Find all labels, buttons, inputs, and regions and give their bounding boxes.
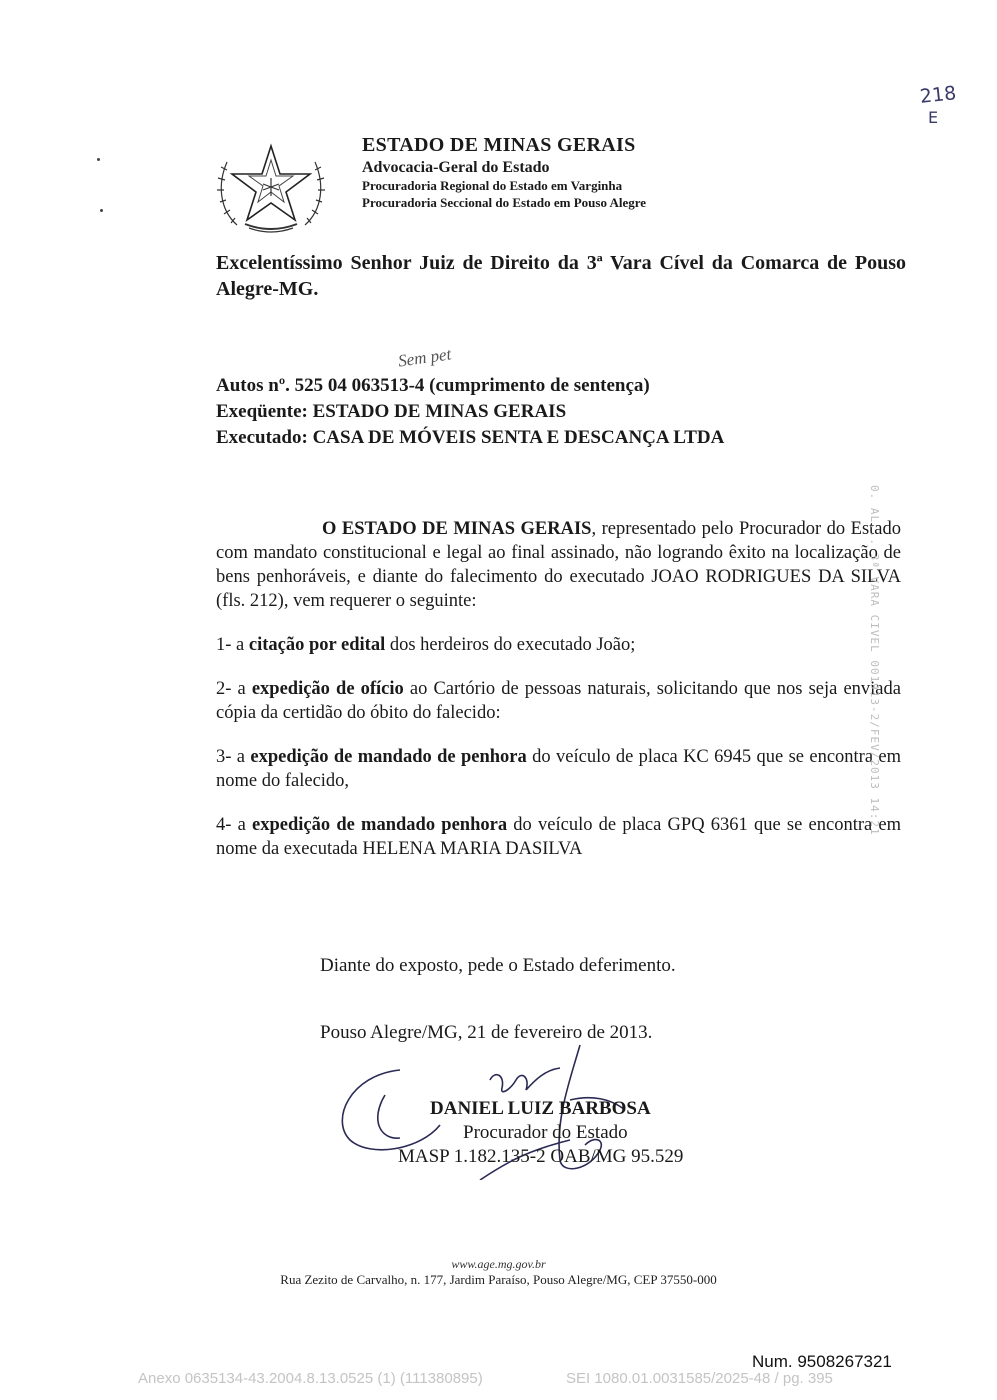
petition-body — [216, 517, 901, 881]
case-info — [216, 373, 724, 451]
handwritten-page-number: 218 — [918, 82, 958, 108]
item1-prefix: 1- a — [216, 635, 249, 655]
item1-text: dos herdeiros do executado João; — [385, 635, 636, 655]
signer-masp: MASP 1.182.135-2 OAB/MG 95.529 — [398, 1146, 684, 1167]
signature-block — [398, 1097, 778, 1169]
item4-text: do veículo de placa GPQ 6361 que se encontra em nome da executada HELENA MARIA DASILVA — [216, 815, 902, 859]
scan-dot — [100, 209, 103, 212]
item3-text: do veículo de placa KC 6945 que se encontra em nome do falecido, — [216, 747, 902, 791]
request-item-1 — [216, 633, 901, 657]
handwritten-note: Sem pet — [396, 344, 453, 371]
item4-prefix: 4- a — [216, 815, 253, 835]
case-executado: Executado: CASA DE MÓVEIS SENTA E DESCANÇA LTDA — [216, 427, 725, 448]
item1-bold: citação por edital — [248, 635, 386, 655]
document-number: Num. 9508267321 — [752, 1352, 892, 1371]
intro-bold: O ESTADO DE MINAS GERAIS — [322, 519, 592, 539]
scan-dot — [97, 158, 100, 161]
header-seccional: Procuradoria Seccional do Estado em Pouso Alegre — [362, 195, 647, 210]
signer-name: DANIEL LUIZ BARBOSA — [430, 1098, 651, 1119]
handwritten-page-number-sub: E — [928, 108, 939, 127]
header-regional: Procuradoria Regional do Estado em Varginha — [362, 178, 623, 193]
footer-address: Rua Zezito de Carvalho, n. 177, Jardim Paraíso, Pouso Alegre/MG, CEP 37550-000 — [280, 1272, 717, 1287]
item2-text: ao Cartório de pessoas naturais, solicitando que nos seja enviada cópia da certidão do óbito do falecido: — [216, 679, 901, 723]
header-agency: Advocacia-Geral do Estado — [362, 159, 550, 176]
item2-bold: expedição de ofício — [251, 679, 404, 699]
letterhead — [362, 134, 646, 211]
annex-reference: Anexo 0635134-43.2004.8.13.0525 (1) (111380895) — [138, 1370, 483, 1387]
request-item-3 — [216, 745, 901, 793]
footer-url: www.age.mg.gov.br — [451, 1257, 546, 1271]
request-item-4 — [216, 813, 901, 861]
intro-text: , representado pelo Procurador do Estado com mandato constitucional e legal ao final assinado, não logrando êxito na localização de bens penhoráveis, e diante do falecimento do executado JOAO RODRIGUES DA SILVA (fls. 212), vem requerer o seguinte: — [216, 519, 901, 611]
item3-prefix: 3- a — [216, 747, 251, 767]
addressee: Excelentíssimo Senhor Juiz de Direito da 3ª Vara Cível da Comarca de Pouso Alegre-MG. — [216, 252, 906, 300]
request-item-2 — [216, 677, 901, 725]
item2-prefix: 2- a — [216, 679, 252, 699]
closing-line: Diante do exposto, pede o Estado deferimento. — [320, 955, 676, 976]
item4-bold: expedição de mandado penhora — [252, 815, 508, 835]
item3-bold: expedição de mandado de penhora — [250, 747, 527, 767]
date-line: Pouso Alegre/MG, 21 de fevereiro de 2013. — [320, 1022, 653, 1043]
sei-reference: SEI 1080.01.0031585/2025-48 / pg. 395 — [566, 1370, 833, 1387]
protocol-stamp: 0. AL... 3ª VARA CIVEL 001913-2/FEV/2013 14:21 — [868, 485, 881, 836]
coat-of-arms-icon — [215, 140, 327, 235]
case-exequente: Exeqüente: ESTADO DE MINAS GERAIS — [216, 401, 567, 422]
case-number: Autos nº. 525 04 063513-4 (cumprimento de sentença) — [216, 375, 650, 396]
signer-role: Procurador do Estado — [463, 1122, 628, 1143]
header-state: ESTADO DE MINAS GERAIS — [362, 134, 636, 156]
intro-paragraph — [216, 517, 901, 613]
